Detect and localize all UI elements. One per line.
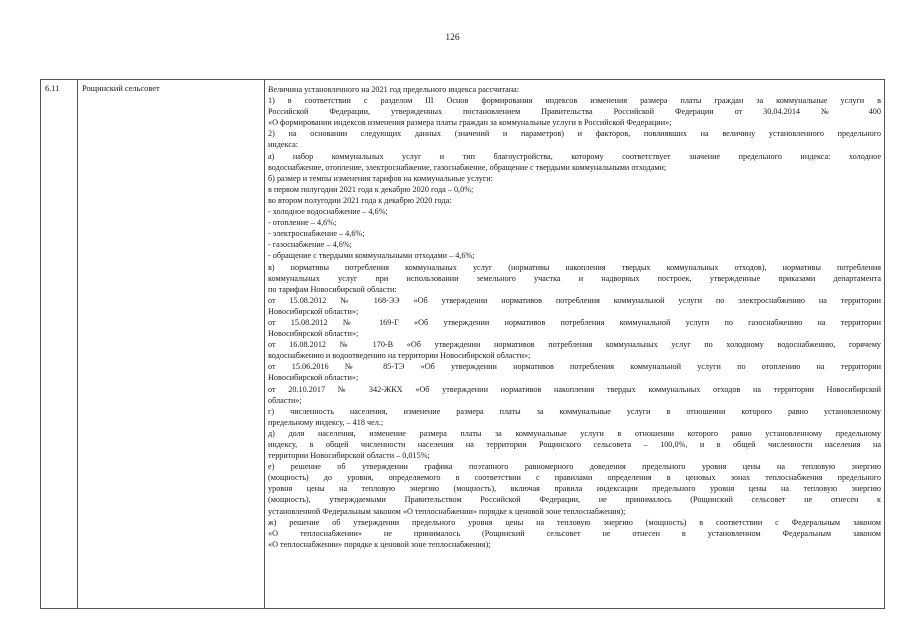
document-table: [40, 79, 885, 609]
text-line: г) численность населения, изменение размера платы за коммунальные услуги в отношении которого равно установленному: [268, 406, 881, 416]
text-line: Новосибирской области»;: [268, 373, 359, 383]
text-line: ж) решение об утверждении предельного уровня цены на тепловую энергию (мощность) в соответствии с Федеральным законом: [268, 517, 881, 527]
text-line: Величина установленного на 2021 год предельного индекса рассчитана:: [268, 85, 520, 94]
text-line: водоснабжению и водоотведению на территории Новосибирской области»;: [268, 351, 531, 361]
text-line: «О теплоснабжении» порядке к ценовой зоне теплоснабжения);: [268, 539, 491, 549]
text-line: от 15.06.2016 № 85-ТЭ «Об утверждении нормативов потребления коммунальной услуги по отоплению на территории: [268, 362, 881, 372]
description-text: [268, 84, 881, 550]
text-line: предельному индексу, – 418 чел.;: [268, 417, 384, 427]
text-line: е) решение об утверждении графика поэтапного равномерного доведения предельного уровня цены на тепловую энергию: [268, 462, 881, 472]
text-line: «О теплоснабжении» не принималось (Рощинский сельсовет не отнесен в установленном Федеральным законом: [268, 528, 881, 538]
text-line: а) набор коммунальных услуг и тип благоустройства, которому соответствует значение предельного индекса: холодное: [268, 151, 881, 161]
text-line: б) размер и темпы изменения тарифов на коммунальные услуги:: [268, 173, 493, 183]
text-line: 1) в соответствии с разделом III Основ формирования индексов изменения размера платы граждан за коммунальные услуги в: [268, 96, 881, 106]
text-line: в первом полугодии 2021 года к декабрю 2020 года – 0,0%;: [268, 184, 474, 194]
row-number: 6.11: [41, 80, 78, 609]
text-line: в) нормативы потребления коммунальных услуг (нормативы накопления твердых коммунальных отходов), нормативы потребления: [268, 262, 881, 272]
text-line: «О формировании индексов изменения размера платы граждан за коммунальные услуги в Российской Федерации»;: [268, 118, 672, 128]
text-line: по тарифам Новосибирской области:: [268, 284, 397, 294]
text-line: от 15.08.2012 № 168-ЭЭ «Об утверждении нормативов потребления коммунальной услуги по электроснабжению на территории: [268, 295, 881, 305]
text-line: от 20.10.2017 № 342-ЖКХ «Об утверждении нормативов накопления твердых коммунальных отходов на территории Новосибирской: [268, 384, 881, 394]
text-line: индекса:: [268, 140, 298, 150]
text-line: (мощность), утверждаемыми Правительством Российской Федерации, не принималось (Рощинский сельсовет не отнесен к: [268, 495, 881, 505]
text-line: Новосибирской области»;: [268, 306, 359, 316]
text-line: - обращение с твердыми коммунальными отходами – 4,6%;: [268, 251, 475, 261]
text-line: - электроснабжение – 4,6%;: [268, 229, 365, 239]
text-line: д) доля населения, изменение размера платы за коммунальные услуги в отношении которого равно установленному предельному: [268, 428, 881, 438]
text-line: индексу, в общей численности населения на территории Рощинского сельсовета – 100,0%, и в общей численности населения на: [268, 440, 881, 449]
text-line: установленной Федеральным законом «О теплоснабжении» порядке к ценовой зоне теплоснабжения);: [268, 506, 626, 516]
text-line: Российской Федерации, утвержденных постановлением Правительства Российской Федерации от 30.04.2014 № 400: [268, 107, 881, 117]
text-line: территории Новосибирской области – 0,015%;: [268, 451, 430, 461]
page-number: 126: [445, 33, 460, 43]
text-line: от 15.08.2012 № 169-Г «Об утверждении нормативов потребления коммунальной услуги по газоснабжению на территории: [268, 317, 881, 327]
text-line: от 16.08.2012 № 170-В «Об утверждении нормативов потребления коммунальных услуг по холодному водоснабжению, горячему: [268, 340, 881, 350]
text-line: - холодное водоснабжение – 4,6%;: [268, 207, 388, 217]
index-description: [265, 80, 885, 609]
text-line: - газоснабжение – 4,6%;: [268, 240, 352, 250]
text-line: области»;: [268, 395, 302, 405]
text-line: Новосибирской области»;: [268, 329, 359, 339]
municipality-name: Рощинский сельсовет: [78, 80, 265, 609]
text-line: уровня цены на тепловую энергию (мощность), включая правила индексации предельного уровня цены на тепловую энергию: [268, 484, 881, 494]
text-line: 2) на основании следующих данных (значений и параметров) и факторов, повлиявших на величину установленного предельного: [268, 129, 881, 139]
text-line: (мощность) до уровня, определяемого в соответствии с правилами определения в ценовых зонах теплоснабжения предельного: [268, 473, 881, 483]
text-line: водоснабжение, отопление, электроснабжение, газоснабжение, обращение с твердыми коммунальными отходами;: [268, 162, 667, 172]
text-line: коммунальных услуг при использовании земельного участка и надворных построек, утвержденные приказами департамента: [268, 273, 881, 283]
text-line: - отопление – 4,6%;: [268, 218, 337, 228]
text-line: во втором полугодии 2021 года к декабрю 2020 года:: [268, 195, 452, 205]
table-row: [41, 80, 885, 609]
